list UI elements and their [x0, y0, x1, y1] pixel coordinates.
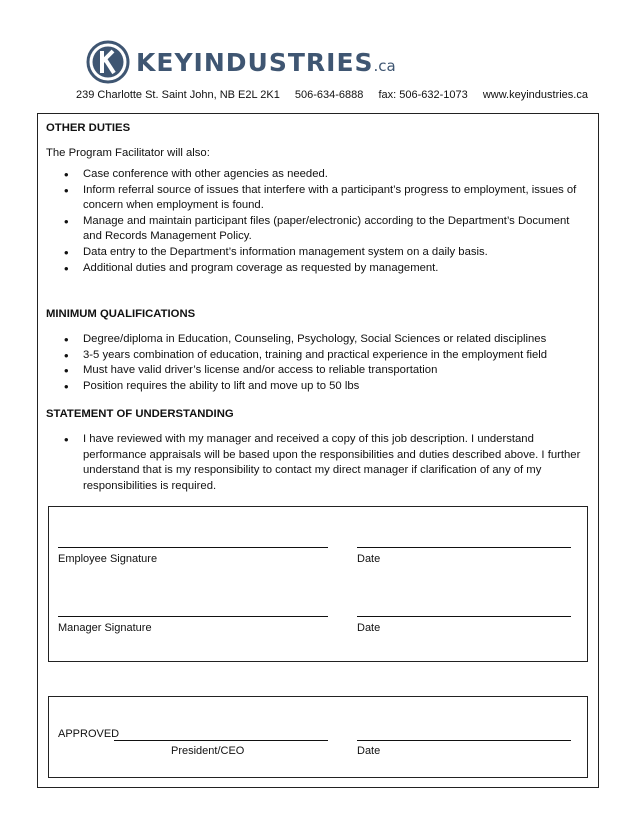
qualifications-list [46, 332, 590, 394]
statement-list [46, 432, 590, 494]
other-duties-intro: The Program Facilitator will also: [46, 147, 210, 159]
signature-box [48, 506, 588, 662]
website: www.keyindustries.ca [482, 89, 588, 101]
list-item: • 3-5 years combination of education, training and practical experience in the employment field [46, 348, 590, 364]
list-item: • Manage and maintain participant files (paper/electronic) according to the Department’s Document and Records Management Policy. [46, 214, 590, 245]
list-item: • Data entry to the Department’s information management system on a daily basis. [46, 245, 590, 261]
manager-signature-line[interactable] [58, 616, 328, 617]
approved-label: APPROVED [58, 728, 120, 740]
manager-date-label: Date [357, 622, 381, 634]
qualifications-heading: MINIMUM QUALIFICATIONS [46, 308, 196, 320]
address: 239 Charlotte St. Saint John, NB E2L 2K1 [76, 89, 280, 101]
phone: 506-634-6888 [294, 89, 364, 101]
list-item: • I have reviewed with my manager and received a copy of this job description. I understand performance appraisals will be based upon the responsibilities and duties described above. I further understand that is my responsibility to contact my direct manager if clarification of any of my responsibilities is required. [46, 432, 590, 494]
manager-signature-label: Manager Signature [58, 622, 152, 634]
key-logo-icon [86, 40, 130, 84]
list-item: • Case conference with other agencies as needed. [46, 167, 590, 183]
list-item: • Must have valid driver’s license and/or access to reliable transportation [46, 363, 590, 379]
list-item: • Position requires the ability to lift and move up to 50 lbs [46, 379, 590, 395]
other-duties-section [46, 122, 590, 276]
document-frame [37, 113, 599, 788]
approval-date-label: Date [357, 745, 381, 757]
manager-date-line[interactable] [357, 616, 571, 617]
fax: fax: 506-632-1073 [378, 89, 468, 101]
other-duties-heading: OTHER DUTIES [46, 122, 131, 134]
statement-section [46, 408, 590, 494]
approval-date-line[interactable] [357, 740, 571, 741]
other-duties-list [46, 167, 590, 276]
qualifications-section [46, 308, 590, 394]
contact-line [76, 89, 600, 101]
approval-signature-line[interactable] [114, 740, 328, 741]
statement-heading: STATEMENT OF UNDERSTANDING [46, 408, 234, 420]
list-item: • Degree/diploma in Education, Counseling, Psychology, Social Sciences or related disciplines [46, 332, 590, 348]
list-item: • Additional duties and program coverage as requested by management. [46, 261, 590, 277]
employee-signature-line[interactable] [58, 547, 328, 548]
list-item: • Inform referral source of issues that interfere with a participant’s progress to employment, issues of concern when employment is found. [46, 183, 590, 214]
president-label: President/CEO [171, 745, 245, 757]
employee-date-line[interactable] [357, 547, 571, 548]
logo-wordmark: KEYINDUSTRIES.ca [136, 47, 396, 77]
company-logo [86, 40, 396, 84]
employee-signature-label: Employee Signature [58, 553, 158, 565]
approval-box [48, 696, 588, 778]
employee-date-label: Date [357, 553, 381, 565]
